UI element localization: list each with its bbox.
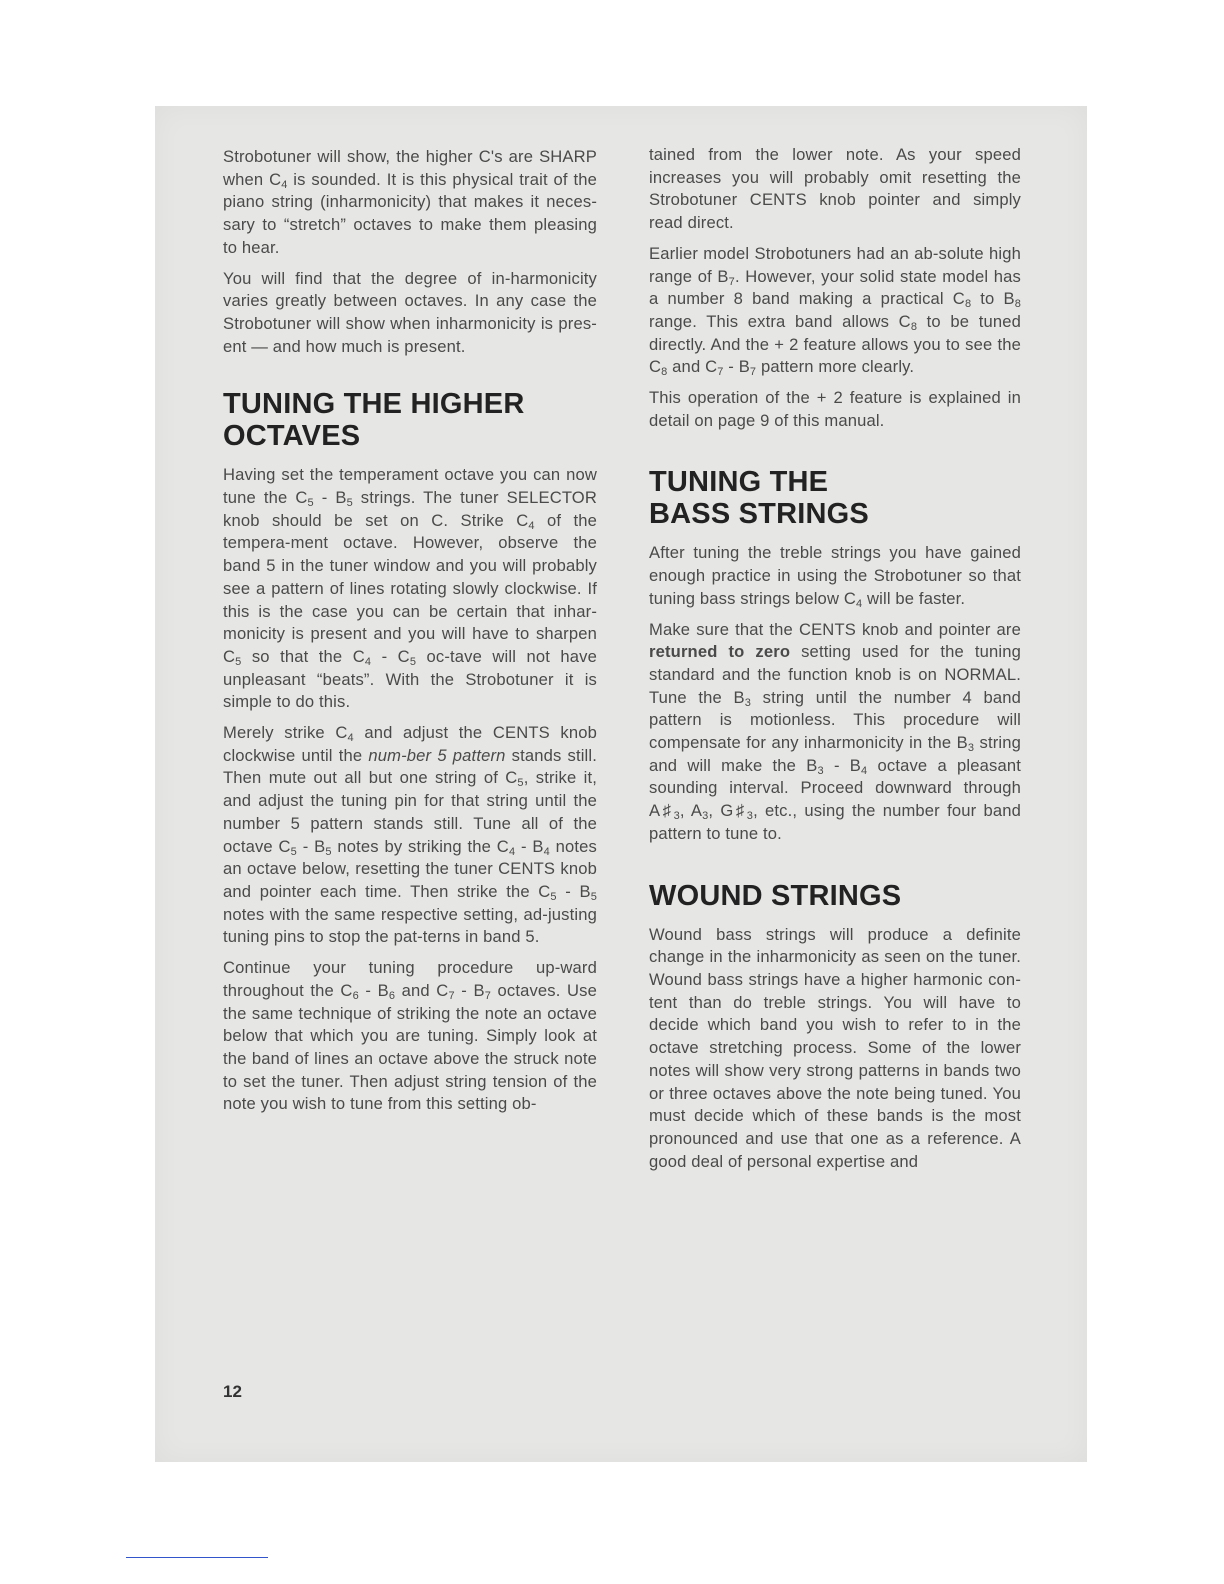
right-column [649, 144, 1021, 1181]
page-number: 12 [223, 1382, 242, 1401]
left-column [223, 144, 597, 1124]
paragraph: tained from the lower note. As your speed increases you will probably omit resetting the Strobotuner CENTS knob pointer and simply read direct. [649, 145, 1021, 233]
section-heading: TUNING THE BASS STRINGS [649, 466, 869, 531]
paragraph: Strobotuner will show, the higher C's are SHARP when $C_4$ is sounded. It is this physical trait of the piano string (inharmonicity) that makes it neces-sary to “stretch” octaves to make them pleasing to hear. [223, 147, 597, 257]
paragraph: After tuning the treble strings you have gained enough practice in using the Strobotuner so that tuning bass strings below $C_4$ will be faster. [649, 543, 1021, 610]
paragraph: Having set the temperament octave you can now tune the $C_5 - B_5$ strings. The tuner SELECTOR knob should be set on C. Strike $C_4$ of the tempera-ment octave. However, observe the band 5 in the tuner window and you will probably see a pattern of lines rotating slowly clockwise. If this is the case you can be certain that inhar-monicity is present and you will have to sharpen $C_5$ so that the $C_4 - C_5$ oc-tave will not have unpleasant “beats”. With the Strobotuner it is simple to do this. [223, 465, 598, 712]
paragraph: Merely strike $C_4$ and adjust the CENTS knob clockwise until the num-ber 5 pattern stands still. Then mute out all but one string of $C_5$, strike it, and adjust the tuning pin for that string until the number 5 pattern stands still. Tune all of the octave $C_5 - B_5$ notes by striking the $C_4 - B_4$ notes an octave below, resetting the tuner CENTS knob and pointer each time. Then strike the $C_5 - B_5$ notes with the same respective setting, ad-justing tuning pins to stop the pat-terns in band 5. [223, 723, 597, 947]
scanned-page [155, 106, 1087, 1462]
paragraph: You will find that the degree of in-harmonicity varies greatly between octaves. In any case the Strobotuner will show when inharmonicity is pres-ent — and how much is present. [223, 268, 597, 356]
paragraph: Make sure that the CENTS knob and pointer are returned to zero setting used for the tuning standard and the function knob is on NORMAL. Tune the $B_3$ string until the number 4 band pattern is motionless. This procedure will compensate for any inharmonicity in the $B_3$ string and will make the $B_3 - B_4$ octave a pleasant sounding interval. Proceed downward through $A♯_3$, $A_3$, $G♯_3$, etc., using the number four band pattern to tune to. [649, 619, 1021, 843]
section-heading: TUNING THE HIGHER OCTAVES [223, 388, 525, 453]
paragraph: Continue your tuning procedure up-ward throughout the $C_6 - B_6$ and $C_7 - B_7$ octaves. Use the same technique of striking the note an octave below that which you are tuning. Simply look at the band of lines an octave above the struck note to set the tuner. Then adjust string tension of the note you wish to tune from this setting ob- [223, 958, 597, 1114]
footnote-rule [126, 1557, 268, 1558]
paragraph: Wound bass strings will produce a definite change in the inharmonicity as seen on the tuner. Wound bass strings have a higher harmonic con-tent than do treble strings. You will have to decide which band you wish to refer to in the octave stretching process. Some of the lower notes will show very strong patterns in bands two or three octaves above the note being tuned. You must decide which of these bands is the most pronounced and use that one as a reference. A good deal of personal expertise and [649, 924, 1021, 1171]
section-heading: WOUND STRINGS [649, 879, 902, 912]
paragraph: Earlier model Strobotuners had an ab-solute high range of $B_7$. However, your solid state model has a number 8 band making a practical $C_8$ to $B_8$ range. This extra band allows $C_8$ to be tuned directly. And the + 2 feature allows you to see the $C_8$ and $C_7 - B_7$ pattern more clearly. [649, 243, 1022, 379]
paragraph: This operation of the + 2 feature is explained in detail on page 9 of this manual. [649, 388, 1021, 430]
